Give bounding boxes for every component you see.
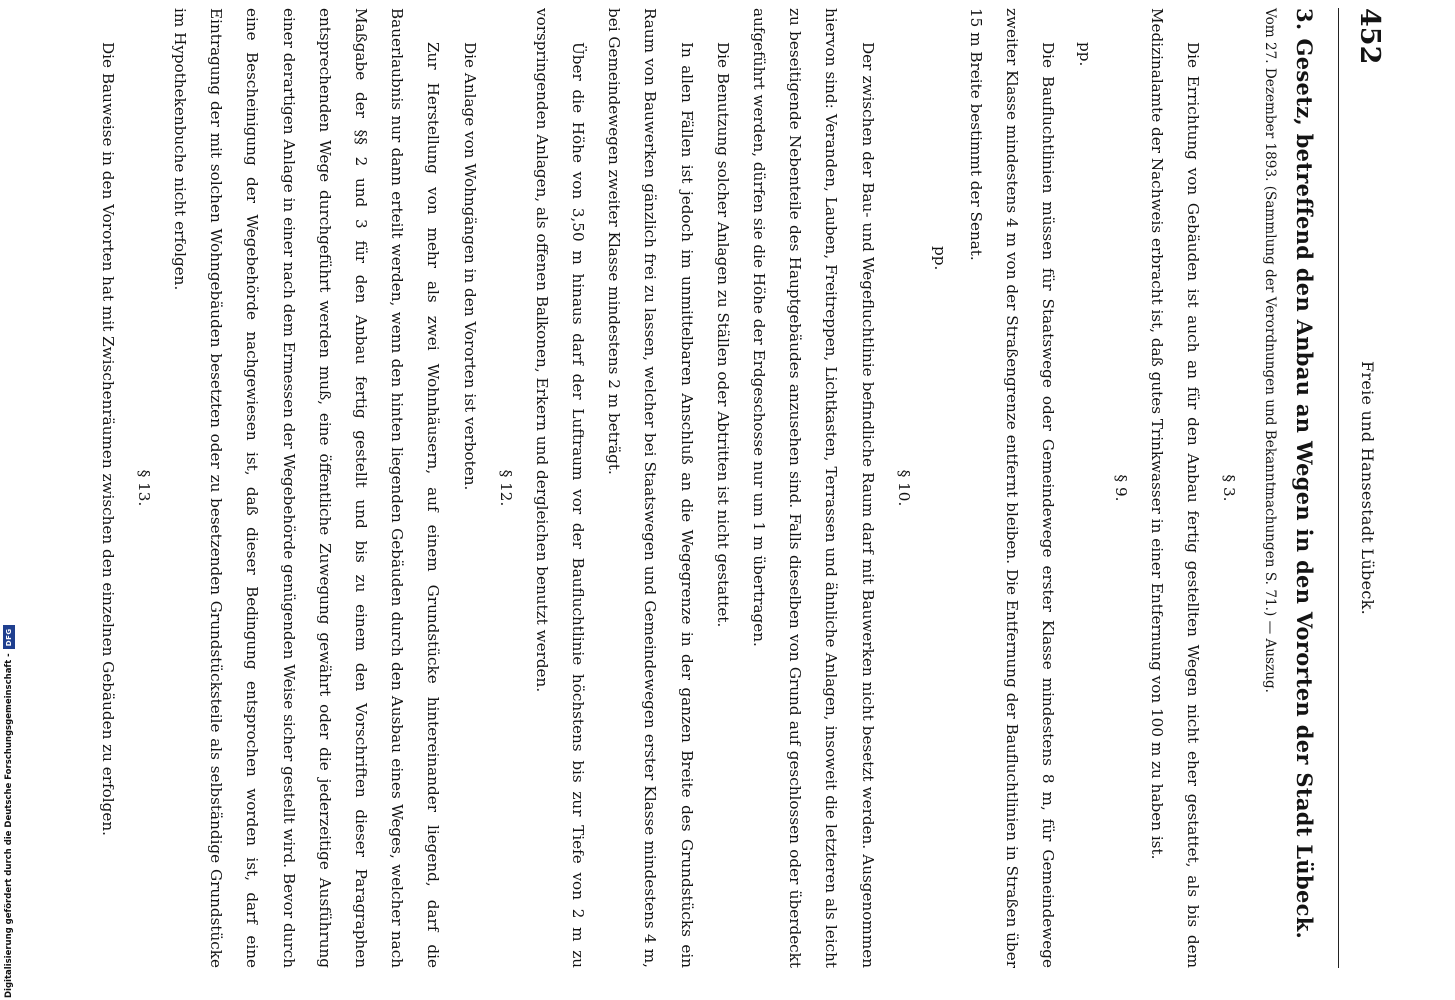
digitization-text: Digitalisierung gefördert durch die Deutsche Forschungsgemeinschaft - bbox=[4, 653, 14, 998]
dfg-logo: DFG bbox=[3, 625, 15, 649]
section-10-paragraph: Die Benutzung solcher Anlagen zu Ställen oder Abtritten ist nicht gestattet. bbox=[713, 42, 732, 628]
page-header bbox=[1338, 8, 1389, 968]
section-12-paragraph: Die Anlage von Wohngängen in den Vororten ist verboten. bbox=[460, 42, 479, 491]
law-subtitle: Vom 27. Dezember 1893. (Sammlung der Verordnungen und Bekanntmachungen S. 71.) — Auszug. bbox=[1262, 8, 1278, 693]
section-heading-3: § 3. bbox=[1220, 474, 1238, 502]
section-heading-9: § 9. bbox=[1111, 474, 1130, 502]
section-12-paragraph: Zur Herstellung von mehr als zwei Wohnhäusern, auf einem Grundstücke hintereinander liegend, darf die Bauerlaubnis nur dann erteilt werden, wenn den hinten liegenden Gebäuden durch den Ausbau eines Weges, welcher nach Maßgabe der §§ 2 und 3 für den Anbau fertig gestellt und bis zu einem den Vorschriften dieser Paragraphen entsprechenden Wege durchgeführt werden muß, eine öffentliche Zuwegung gewährt oder die jederzeitige Ausführung einer derartigen Anlage in einer nach dem Ermessen der Wegebehörde genügenden Weise sicher gestellt wird. Bevor durch eine Bescheinigung der Wegebehörde nachgewiesen ist, daß dieser Bedingung entsprochen worden ist, darf eine Eintragung der mit solchen Wohngebäuden besetzten oder zu besetzenden Grundstücksteile als selbständige Grundstücke im Hypothekenbuche nicht erfolgen. bbox=[170, 8, 443, 968]
section-10-paragraph: In allen Fällen ist jedoch im unmittelbaren Anschluß an die Wegegrenze in der ganzen Breite des Grundstücks ein Raum von Bauwerken gänzlich frei zu lassen, welcher bei Staatswegen und Gemeindewegen erster Klasse mindestens 4 m, bei Gemeindewegen zweiter Klasse mindestens 2 m beträgt. bbox=[605, 8, 696, 968]
pp-marker: pp. bbox=[1075, 42, 1094, 67]
section-13-text: Die Bauweise in den Vororten hat mit Zwischenräumen zwischen den einzelnen Gebäuden zu erfolgen. bbox=[98, 42, 117, 836]
section-3-text: Die Errichtung von Gebäuden ist auch an für den Anbau fertig gestellten Wegen nicht eher gestattet, als bis dem Medizinalamte der Nachweis erbracht ist, daß gutes Trinkwasser in einer Entfernung von 100 m zu haben ist. bbox=[1147, 8, 1202, 968]
section-9-text: Die Baufluchtlinien müssen für Staatswege oder Gemeindewege erster Klasse mindestens 8 m, für Gemeindewege zweiter Klasse mindestens 4 m von der Straßengrenze entfernt bleiben. Die Entfernung der Baufluchtlinien in Straßen über 15 m Breite bestimmt der Senat. bbox=[966, 8, 1058, 968]
rotated-document-page bbox=[55, 8, 1395, 968]
section-heading-13: § 13. bbox=[134, 469, 153, 507]
law-title-text: Gesetz, betreffend den Anbau an Wegen in den Vororten der Stadt Lübeck. bbox=[1292, 38, 1317, 940]
section-heading-10: § 10. bbox=[894, 469, 913, 507]
running-head: Freie und Hansestadt Lübeck. bbox=[1358, 360, 1377, 616]
digitization-note bbox=[2, 606, 16, 998]
law-number: 3. bbox=[1292, 8, 1317, 31]
pp-marker: pp. bbox=[930, 246, 949, 271]
section-heading-12: § 12. bbox=[496, 469, 515, 507]
page-number: 452 bbox=[1354, 8, 1385, 65]
section-10-paragraph: Der zwischen der Bau- und Wegefluchtlinie befindliche Raum darf mit Bauwerken nicht besetzt werden. Ausgenommen hiervon sind: Veranden, Lauben, Freitreppen, Lichtkasten, Terrassen und ähnliche Anlagen, insoweit die letzteren als leicht zu beseitigende Nebenteile des Hauptgebäudes anzusehen sind. Falls dieselben von Grund auf geschlossen oder überdeckt aufgeführt werden, dürfen sie die Höhe der Erdgeschosse nur um 1 m übertragen. bbox=[749, 8, 877, 968]
document-body bbox=[90, 8, 1323, 968]
section-10-paragraph: Über die Höhe von 3,50 m hinaus darf der Luftraum vor der Baufluchtlinie höchstens bis zur Tiefe von 2 m zu vorspringenden Anlagen, als offenen Balkonen, Erkern und dergleichen benutzt werden. bbox=[532, 8, 587, 968]
law-title bbox=[1285, 8, 1323, 968]
